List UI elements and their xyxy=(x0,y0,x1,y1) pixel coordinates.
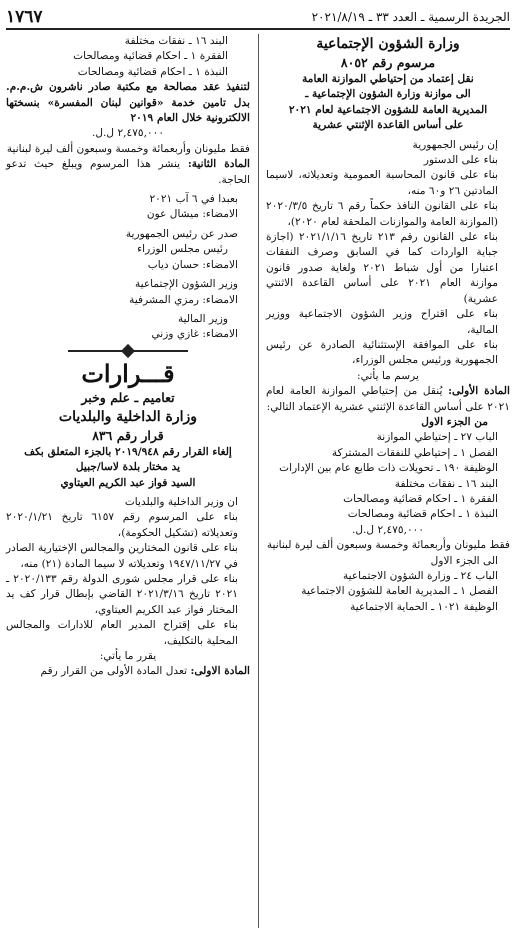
budget-line: الوظيفة ١٠٢١ ـ الحماية الاجتماعية xyxy=(350,600,498,613)
decree-subject-2: الى موازنة وزارة الشؤون الإجتماعية ـ xyxy=(305,88,471,101)
budget-line: الباب ٢٧ ـ إحتياطي الموازنة xyxy=(376,431,498,444)
enactment-clause: يرسم ما يأتي: xyxy=(357,369,419,382)
budget-line: الوظيفة ١٩٠ ـ تحويلات ذات طابع عام بين الإدارات xyxy=(279,462,498,475)
signature-president: الامضاء: ميشال عون xyxy=(146,208,238,221)
decision-article-1-text: تعدل المادة الأولى من القرار رقم xyxy=(40,665,188,678)
column-divider xyxy=(258,34,259,928)
decision-subject-3: السيد فواز عبد الكريم العيتاوي xyxy=(60,476,196,489)
minister-finance: وزير المالية xyxy=(177,312,228,325)
left-column xyxy=(6,34,250,680)
decision-article-1 xyxy=(6,664,250,679)
decision-subject-1: إلغاء القرار رقم ٢٠١٩/٩٤٨ بالجزء المتعلق بكف xyxy=(24,445,232,458)
decision-article-1-label: المادة الاولى: xyxy=(190,665,250,678)
issue-date: بعبدا في ٦ آب ٢٠٢١ xyxy=(149,193,238,206)
circulars-heading: تعاميم ـ علم وخبر xyxy=(81,389,175,405)
signature-finance: الامضاء: غازي وزني xyxy=(151,328,238,341)
article-2-text: ينشر هذا المرسوم ويبلغ حيث تدعو الحاجة. xyxy=(6,158,250,186)
decides-clause: يقرر ما يأتي: xyxy=(99,650,157,662)
article-1-text: يُنقل من إحتياطي الموازنة العامة لعام ٢٠٢١ على أساس القاعدة الإثنتي عشرية الإعتماد التالي: xyxy=(266,385,510,413)
preamble-line: بناء على الموافقة الإستثنائية الصادرة عن رئيس الجمهورية ورئيس مجلس الوزراء، xyxy=(266,338,498,367)
article-2-label: المادة الثانية: xyxy=(187,158,251,171)
amount-words: فقط مليونان وأربعمائة وخمسة وسبعون ألف ليرة لبنانية xyxy=(6,142,250,155)
amount: ٢,٤٧٥,٠٠٠ ل.ل. xyxy=(351,523,425,536)
budget-line: النبذة ١ ـ احكام قضائية ومصالحات xyxy=(77,65,228,78)
signature-pm: الامضاء: حسان دياب xyxy=(147,258,238,271)
budget-line: الباب ٢٤ ـ وزارة الشؤون الاجتماعية xyxy=(342,570,498,582)
signature-social: الامضاء: رمزي المشرفية xyxy=(129,293,238,306)
page-header xyxy=(6,6,510,30)
decision-preamble: ان وزير الداخلية والبلديات xyxy=(124,495,238,508)
decisions-heading: قـــرارات xyxy=(81,358,175,388)
running-header: الجريدة الرسمية ـ العدد ٣٣ ـ ٢٠٢١/٨/١٩ xyxy=(311,10,510,24)
to-part: الى الجزء الاول xyxy=(430,554,498,567)
from-part: من الجزء الاول xyxy=(421,415,488,428)
minister-social: وزير الشؤون الإجتماعية xyxy=(134,278,238,291)
right-column xyxy=(266,34,510,615)
preamble-line: بناء على القانون النافذ حكماً رقم ٦ تاريخ ٢٠٢٠/٣/٥ (الموازنة العامة والموازنات الملحقة لعام ٢٠٢٠)، xyxy=(266,200,498,228)
decree-number: مرسوم رقم ٨٠٥٢ xyxy=(340,55,436,70)
section-ornament xyxy=(68,346,188,356)
decision-preamble: بناء على قرار مجلس شورى الدولة رقم ٢٠٢٠/١٣٣ ـ ٢٠٢١ تاريخ ٢٠٢١/٣/١٦ القاضي بإبطال قرار كف يد المختار فواز عبد الكريم العيتاوي، xyxy=(6,572,238,616)
ministry-heading: وزارة الداخلية والبلديات xyxy=(58,408,198,425)
decision-preamble: بناء على إقتراح المدير العام للادارات والمجالس المحلية بالتكليف، xyxy=(6,619,238,647)
preamble-line: إن رئيس الجمهورية xyxy=(412,138,498,151)
issued-by: صدر عن رئيس الجمهورية xyxy=(125,227,238,240)
decree-subject-1: نقل إعتماد من إحتياطي الموازنة العامة xyxy=(302,73,474,85)
article-2 xyxy=(6,157,250,188)
budget-line: الفقرة ١ ـ احكام قضائية ومصالحات xyxy=(73,50,228,63)
budget-line: الفصل ١ ـ إحتياطي للنفقات المشتركة xyxy=(331,446,498,459)
amount-words: فقط مليونان وأربعمائة وخمسة وسبعون ألف ليرة لبنانية xyxy=(266,539,510,552)
decision-preamble: بناء على المرسوم رقم ٦١٥٧ تاريخ ٢٠٢٠/١/٢١ وتعديلاته (تشكيل الحكومة)، xyxy=(6,511,238,539)
article-1-label: المادة الأولى: xyxy=(448,385,510,398)
purpose: لتنفيذ عقد مصالحة مع مكتبة صادر ناشرون ش.م.م. بدل تامين خدمة «قوانين لبنان المفسرة» بنسختها الالكترونية خلال العام ٢٠١٩ xyxy=(6,81,250,125)
preamble-line: بناء على قانون المحاسبة العمومية وتعديلاته، لاسيما المادتين ٢٦ و٦٠ منه، xyxy=(266,169,498,197)
decision-number: قرار رقم ٨٣٦ xyxy=(92,427,164,443)
page-number: ١٧٦٧ xyxy=(6,7,43,27)
budget-line: النبذة ١ ـ احكام قضائية ومصالحات xyxy=(347,508,498,521)
amount: ٢,٤٧٥,٠٠٠ ل.ل. xyxy=(91,127,165,140)
article-1 xyxy=(266,384,510,415)
decree-subject-3: المديرية العامة للشؤون الاجتماعية لعام ٢٠٢١ xyxy=(288,103,488,116)
budget-line: البند ١٦ ـ نفقات مختلفة xyxy=(394,477,498,490)
prime-minister: رئيس مجلس الوزراء xyxy=(137,243,228,256)
preamble-line: بناء على اقتراح وزير الشؤون الاجتماعية ووزير المالية، xyxy=(266,308,498,336)
ministry-heading: وزارة الشؤون الإجتماعية xyxy=(316,36,460,52)
decree-subject-4: على أساس القاعدة الإثنتي عشرية xyxy=(312,119,464,132)
budget-line: البند ١٦ ـ نفقات مختلفة xyxy=(124,35,228,47)
budget-line: الفقرة ١ ـ احكام قضائية ومصالحات xyxy=(343,492,498,505)
decision-preamble: بناء على قانون المختارين والمجالس الإختيارية الصادر في ١٩٤٧/١١/٢٧ وتعديلاته لا سيما المادة (٢١) منه، xyxy=(6,542,238,570)
decision-subject-2: يد مختار بلدة لاسا/جبيل xyxy=(75,461,181,474)
budget-line: الفصل ١ ـ المديرية العامة للشؤون الاجتماعية xyxy=(301,585,498,598)
preamble-line: بناء على القانون رقم ٢١٣ تاريخ ٢٠٢١/١/١٦ (اجازة جباية الواردات كما في السابق وصرف النفقات اعتبارا من أول شباط ٢٠٢١ ولغاية صدور قانون موازنة العام ٢٠٢١ على أساس القاعدة الاثنتي عشرية) xyxy=(266,231,498,305)
preamble-line: بناء على الدستور xyxy=(423,154,498,167)
